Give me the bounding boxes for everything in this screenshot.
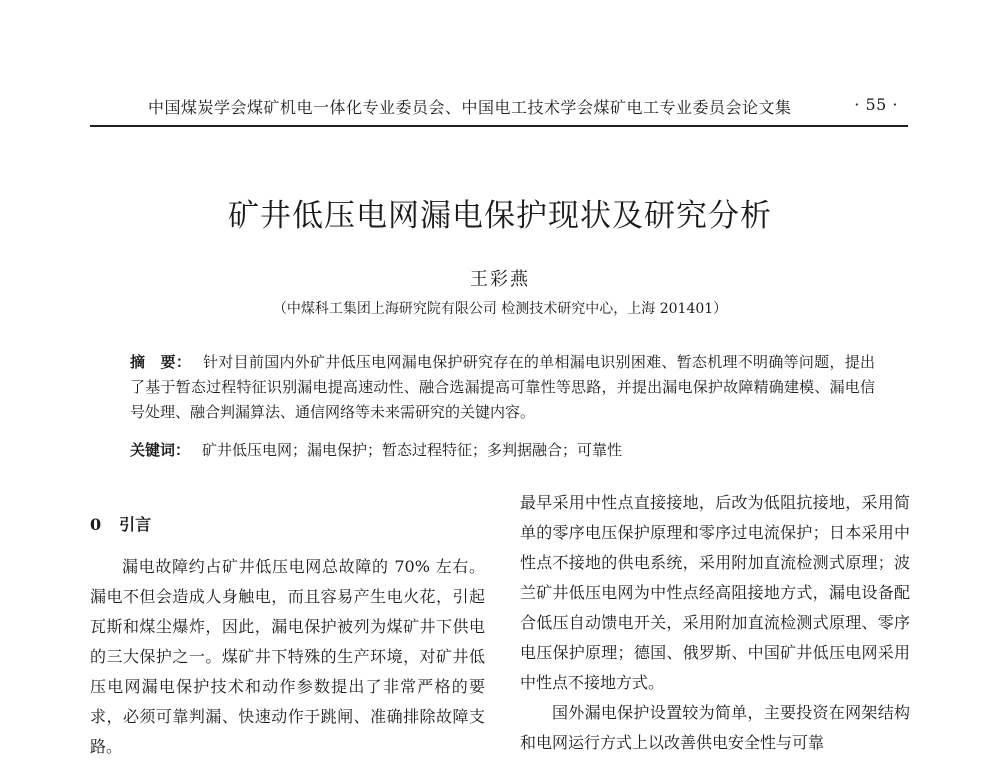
abstract (130, 350, 875, 425)
abstract-label: 摘 要： (130, 353, 192, 371)
section-number: 0 (90, 515, 102, 534)
running-header-title: 中国煤炭学会煤矿机电一体化专业委员会、中国电工技术学会煤矿电工专业委员会论文集 (148, 98, 792, 117)
keywords-label: 关键词： (130, 441, 191, 459)
keywords-text: 矿井低压电网；漏电保护；暂态过程特征；多判据融合；可靠性 (202, 441, 623, 459)
article-title: 矿井低压电网漏电保护现状及研究分析 (228, 198, 772, 234)
header-rule (90, 125, 908, 127)
keywords (130, 438, 875, 463)
page-number: · 55 · (854, 95, 898, 114)
right-column (520, 488, 910, 758)
left-column (90, 510, 485, 762)
abstract-text: 针对目前国内外矿井低压电网漏电保护研究存在的单相漏电识别困难、暂态机理不明确等问题，提出了基于暂态过程特征识别漏电提高速动性、融合选漏提高可靠性等思路，并提出漏电保护故障精确建模、漏电信号处理、融合判漏算法、通信网络等未来需研究的关键内容。 (130, 353, 875, 421)
right-paragraph-1: 最早采用中性点直接接地，后改为低阻抗接地，采用简单的零序电压保护原理和零序过电流保护；日本采用中性点不接地的供电系统，采用附加直流检测式原理；波兰矿井低压电网为中性点经高阻接地方式，漏电设备配合低压自动馈电开关，采用附加直流检测式原理、零序电压保护原理；德国、俄罗斯、中国矿井低压电网采用中性点不接地方式。 (520, 493, 910, 692)
section-title: 引言 (119, 515, 152, 534)
running-header (148, 95, 898, 119)
section-heading (90, 510, 485, 540)
right-paragraph-2: 国外漏电保护设置较为简单，主要投资在网架结构和电网运行方式上以改善供电安全性与可靠 (520, 703, 910, 752)
author-affiliation: （中煤科工集团上海研究院有限公司 检测技术研究中心，上海 201401） (272, 301, 728, 317)
intro-paragraph: 漏电故障约占矿井低压电网总故障的 70% 左右。漏电不但会造成人身触电，而且容易产生电火花，引起瓦斯和煤尘爆炸，因此，漏电保护被列为煤矿井下供电的三大保护之一。煤矿井下特殊的生产环境，对矿井低压电网漏电保护技术和动作参数提出了非常严格的要求，必须可靠判漏、快速动作于跳闸、准确排除故障支路。 (90, 557, 485, 756)
article-author: 王彩燕 (470, 269, 530, 290)
